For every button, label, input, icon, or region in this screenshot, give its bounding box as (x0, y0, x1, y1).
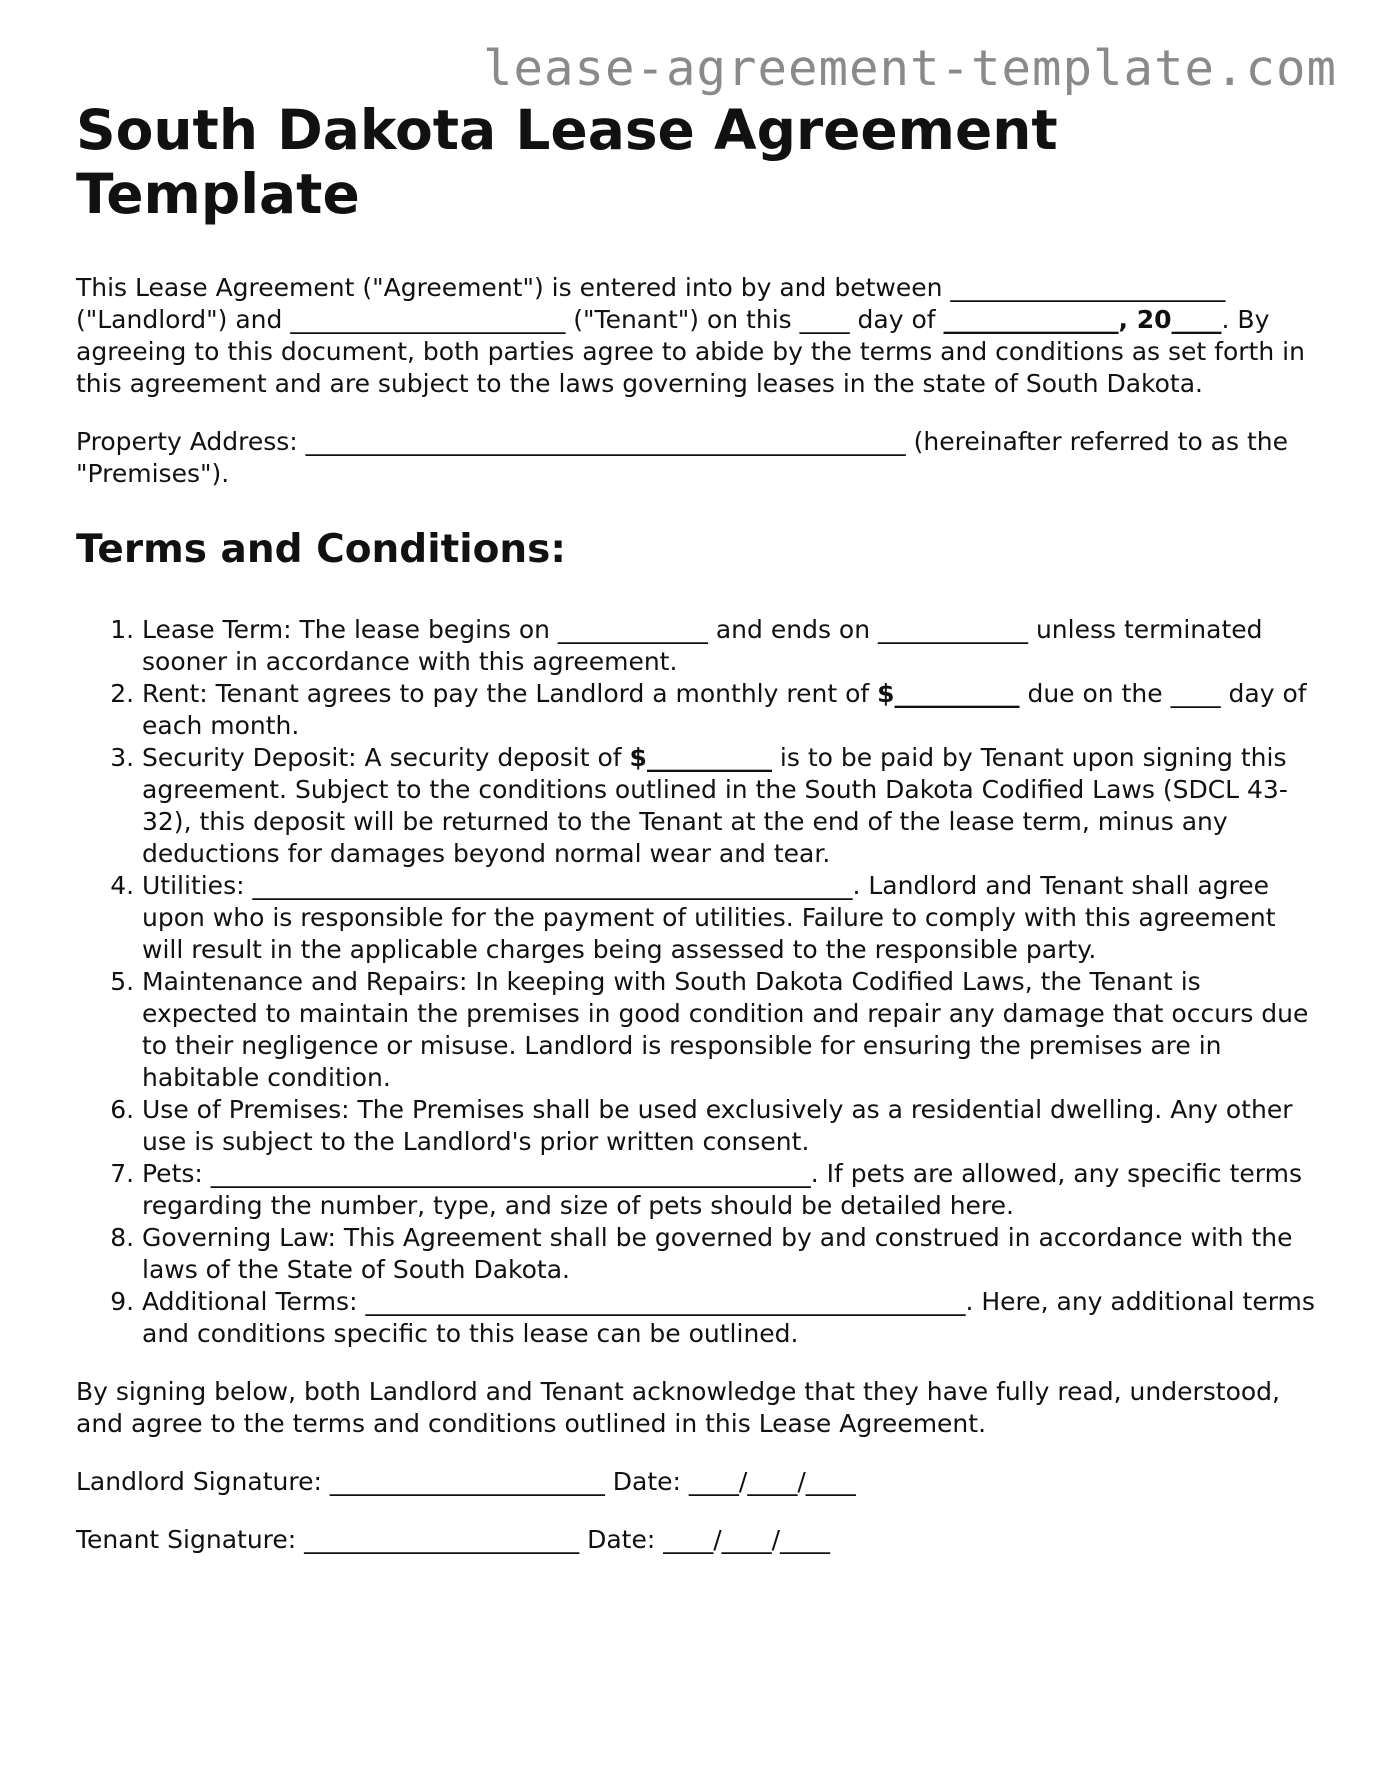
term-pets: 7. Pets: ________________________________________________. If pets are allowed, any specific terms regarding the number, type, and size of pets should be detailed here. (142, 1158, 1316, 1222)
term-maintenance: 5. Maintenance and Repairs: In keeping with South Dakota Codified Laws, the Tenant is expected to maintain the premises in good condition and repair any damage that occurs due to their negligence or misuse. Landlord is responsible for ensuring the premises are in habitable condition. (142, 966, 1316, 1094)
term-utilities: 4. Utilities: ________________________________________________. Landlord and Tenant shall agree upon who is responsible for the payment of utilities. Failure to comply with this agreement will result in the applicable charges being assessed to the responsible party. (142, 870, 1316, 966)
terms-heading: Terms and Conditions: (76, 527, 566, 572)
watermark: lease-agreement-template.com (482, 40, 1337, 97)
term-security-deposit (142, 742, 1316, 870)
term-governing-law: 8. Governing Law: This Agreement shall be governed by and construed in accordance with the laws of the State of South Dakota. (142, 1222, 1316, 1286)
property-address: Property Address: ________________________________________________ (hereinafter referred to as the "Premises"). (76, 427, 1288, 488)
document-title: South Dakota Lease Agreement Template (76, 98, 1058, 226)
term-additional: 9. Additional Terms: ________________________________________________. Here, any additional terms and conditions specific to this lease can be outlined. (142, 1286, 1316, 1350)
term-lease-term: 1. Lease Term: The lease begins on ____________ and ends on ____________ unless terminated sooner in accordance with this agreement. (142, 614, 1316, 678)
intro-text-end: . By agreeing to this document, both parties agree to abide by the terms and conditions as set forth in this agreement and are subject to the laws governing leases in the state of South Dakota. (76, 305, 1305, 398)
document-body (76, 98, 1316, 1556)
deposit-amount-blank: $__________ (629, 743, 772, 772)
terms-list (76, 614, 1316, 1350)
deposit-text-end: is to be paid by Tenant upon signing this agreement. Subject to the conditions outlined in the South Dakota Codified Laws (SDCL 43-32), this deposit will be returned to the Tenant at the end of the lease term, minus any deductions for damages beyond normal wear and tear. (142, 743, 1288, 868)
term-rent (142, 678, 1316, 742)
rent-text-start: Rent: Tenant agrees to pay the Landlord a monthly rent of (142, 679, 878, 708)
intro-text-start: This Lease Agreement ("Agreement") is entered into by and between ______________________ ("Landlord") and ______________________ ("Tenant") on this ____ day of (76, 273, 1226, 334)
intro-date-blank: ______________, 20____ (943, 305, 1222, 334)
closing-paragraph: By signing below, both Landlord and Tenant acknowledge that they have fully read, understood, and agree to the terms and conditions outlined in this Lease Agreement. (76, 1377, 1280, 1438)
landlord-signature-line: Landlord Signature: ______________________ Date: ____/____/____ (76, 1467, 856, 1496)
term-use-of-premises: 6. Use of Premises: The Premises shall be used exclusively as a residential dwelling. Any other use is subject to the Landlord's prior written consent. (142, 1094, 1316, 1158)
intro-paragraph (76, 272, 1316, 400)
tenant-signature-line: Tenant Signature: ______________________ Date: ____/____/____ (76, 1525, 831, 1554)
rent-amount-blank: $__________ (877, 679, 1020, 708)
deposit-text-start: Security Deposit: A security deposit of (142, 743, 630, 772)
rent-text-end: due on the ____ day of each month. (142, 679, 1307, 740)
